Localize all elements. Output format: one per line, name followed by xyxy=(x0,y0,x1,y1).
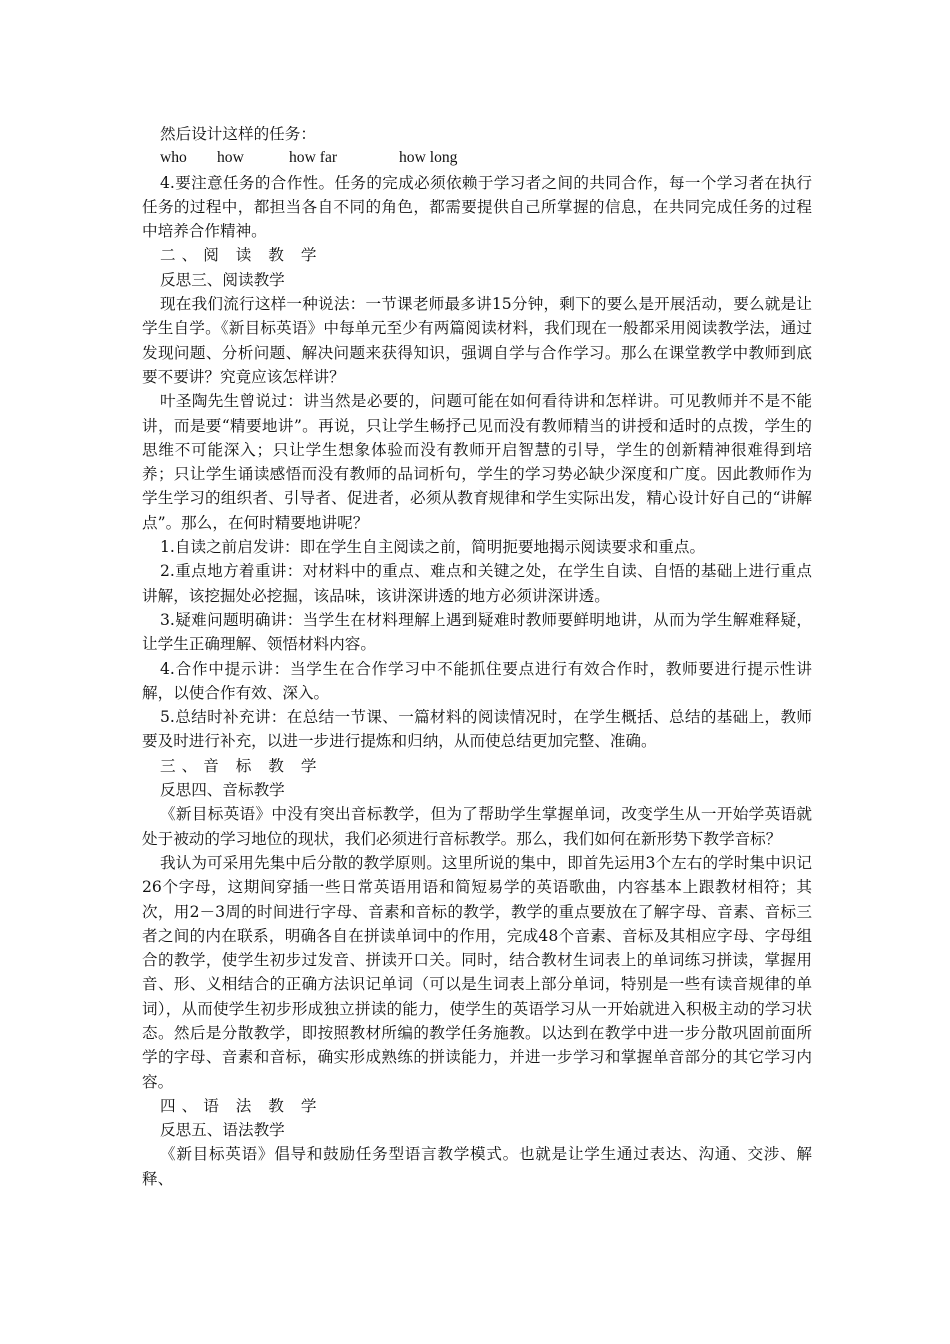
reading-point: 5.总结时补充讲：在总结一节课、一篇材料的阅读情况时，在学生概括、总结的基础上，教师要及时进行补充，以进一步进行提炼和归纳，从而使总结更加完整、准确。 xyxy=(142,708,812,751)
paragraph-phonetics-method: 我认为可采用先集中后分散的教学原则。这里所说的集中，即首先运用3个左右的学时集中识记26个字母，这期间穿插一些日常英语用语和简短易学的英语歌曲，内容基本上跟教材相符；其次，用2－3周的时间进行字母、音素和音标的教学，教学的重点要放在了解字母、音素、音标三者之间的内在联系，明确各自在拼读单词中的作用，完成48个音素、音标及其相应字母、字母组合的教学，使学生初步过发音、拼读开口关。同时，结合教材生词表上的单词练习拼读，掌握用音、形、义相结合的正确方法识记单词（可以是生词表上部分单词，特别是一些有读音规律的单词），从而使学生初步形成独立拼读的能力，使学生的英语学习从一开始就进入积极主动的学习状态。然后是分散教学，即按照教材所编的教学任务施教。以达到在教学中进一步分散巩固前面所学的字母、音素和音标，确实形成熟练的拼读能力，并进一步学习和掌握单音部分的其它学习内容。 xyxy=(142,853,812,1091)
reflection-title-phonetics: 反思四、音标教学 xyxy=(160,781,285,800)
paragraph-cooperation: 4.要注意任务的合作性。任务的完成必须依赖于学习者之间的共同合作，每一个学习者在执行任务的过程中，都担当各自不同的角色，都需要提供自己所掌握的信息，在共同完成任务的过程中培养合作精神。 xyxy=(142,173,812,241)
reflection-title-grammar: 反思五、语法教学 xyxy=(160,1121,285,1140)
reading-point: 1.自读之前启发讲：即在学生自主阅读之前，简明扼要地揭示阅读要求和重点。 xyxy=(160,538,706,557)
reflection-title-reading: 反思三、阅读教学 xyxy=(160,270,285,289)
task-word-list xyxy=(142,146,812,170)
paragraph-phonetics-intro: 《新目标英语》中没有突出音标教学，但为了帮助学生掌握单词，改变学生从一开始学英语就处于被动的学习地位的现状，我们必须进行音标教学。那么，我们如何在新形势下教学音标？ xyxy=(142,805,812,848)
paragraph-grammar-intro: 《新目标英语》倡导和鼓励任务型语言教学模式。也就是让学生通过表达、沟通、交涉、解释、 xyxy=(142,1145,812,1188)
paragraph-reading-quote: 叶圣陶先生曾说过：讲当然是必要的，问题可能在如何看待讲和怎样讲。可见教师并不是不能讲，而是要“精要地讲”。再说，只让学生畅抒己见而没有教师精当的讲授和适时的点拨，学生的思维不可能深入；只让学生想象体验而没有教师开启智慧的引导，学生的创新精神很难得到培养；只让学生诵读感悟而没有教师的品词析句，学生的学习势必缺少深度和广度。因此教师作为学生学习的组织者、引导者、促进者，必须从教育规律和学生实际出发，精心设计好自己的“讲解点”。那么，在何时精要地讲呢？ xyxy=(142,392,812,532)
reading-point: 3.疑难问题明确讲：当学生在材料理解上遇到疑难时教师要鲜明地讲，从而为学生解难释疑，让学生正确理解、领悟材料内容。 xyxy=(142,610,812,654)
section-heading-reading: 二、阅 读 教 学 xyxy=(160,246,323,265)
reading-point: 2.重点地方着重讲：对材料中的重点、难点和关键之处，在学生自读、自悟的基础上进行重点讲解，该挖掘处必挖掘，该品味，该讲深讲透的地方必须讲深讲透。 xyxy=(142,562,812,605)
task-word: how far xyxy=(289,149,338,167)
section-heading-grammar: 四、语 法 教 学 xyxy=(160,1096,323,1115)
paragraph-reading-intro: 现在我们流行这样一种说法：一节课老师最多讲15分钟，剩下的要么是开展活动，要么就是让学生自学。《新目标英语》中每单元至少有两篇阅读材料，我们现在一般都采用阅读教学法，通过发现问题、分析问题、解决问题来获得知识，强调自学与合作学习。那么在课堂教学中教师到底要不要讲？究竟应该怎样讲？ xyxy=(142,295,812,386)
task-intro: 然后设计这样的任务： xyxy=(160,125,316,143)
document-page xyxy=(142,122,812,1191)
task-word: how long xyxy=(399,149,458,167)
task-word: who xyxy=(160,149,187,167)
section-heading-phonetics: 三、音 标 教 学 xyxy=(160,756,323,775)
reading-point: 4.合作中提示讲：当学生在合作学习中不能抓住要点进行有效合作时，教师要进行提示性讲解，以使合作有效、深入。 xyxy=(142,659,812,702)
task-word: how xyxy=(217,149,244,167)
